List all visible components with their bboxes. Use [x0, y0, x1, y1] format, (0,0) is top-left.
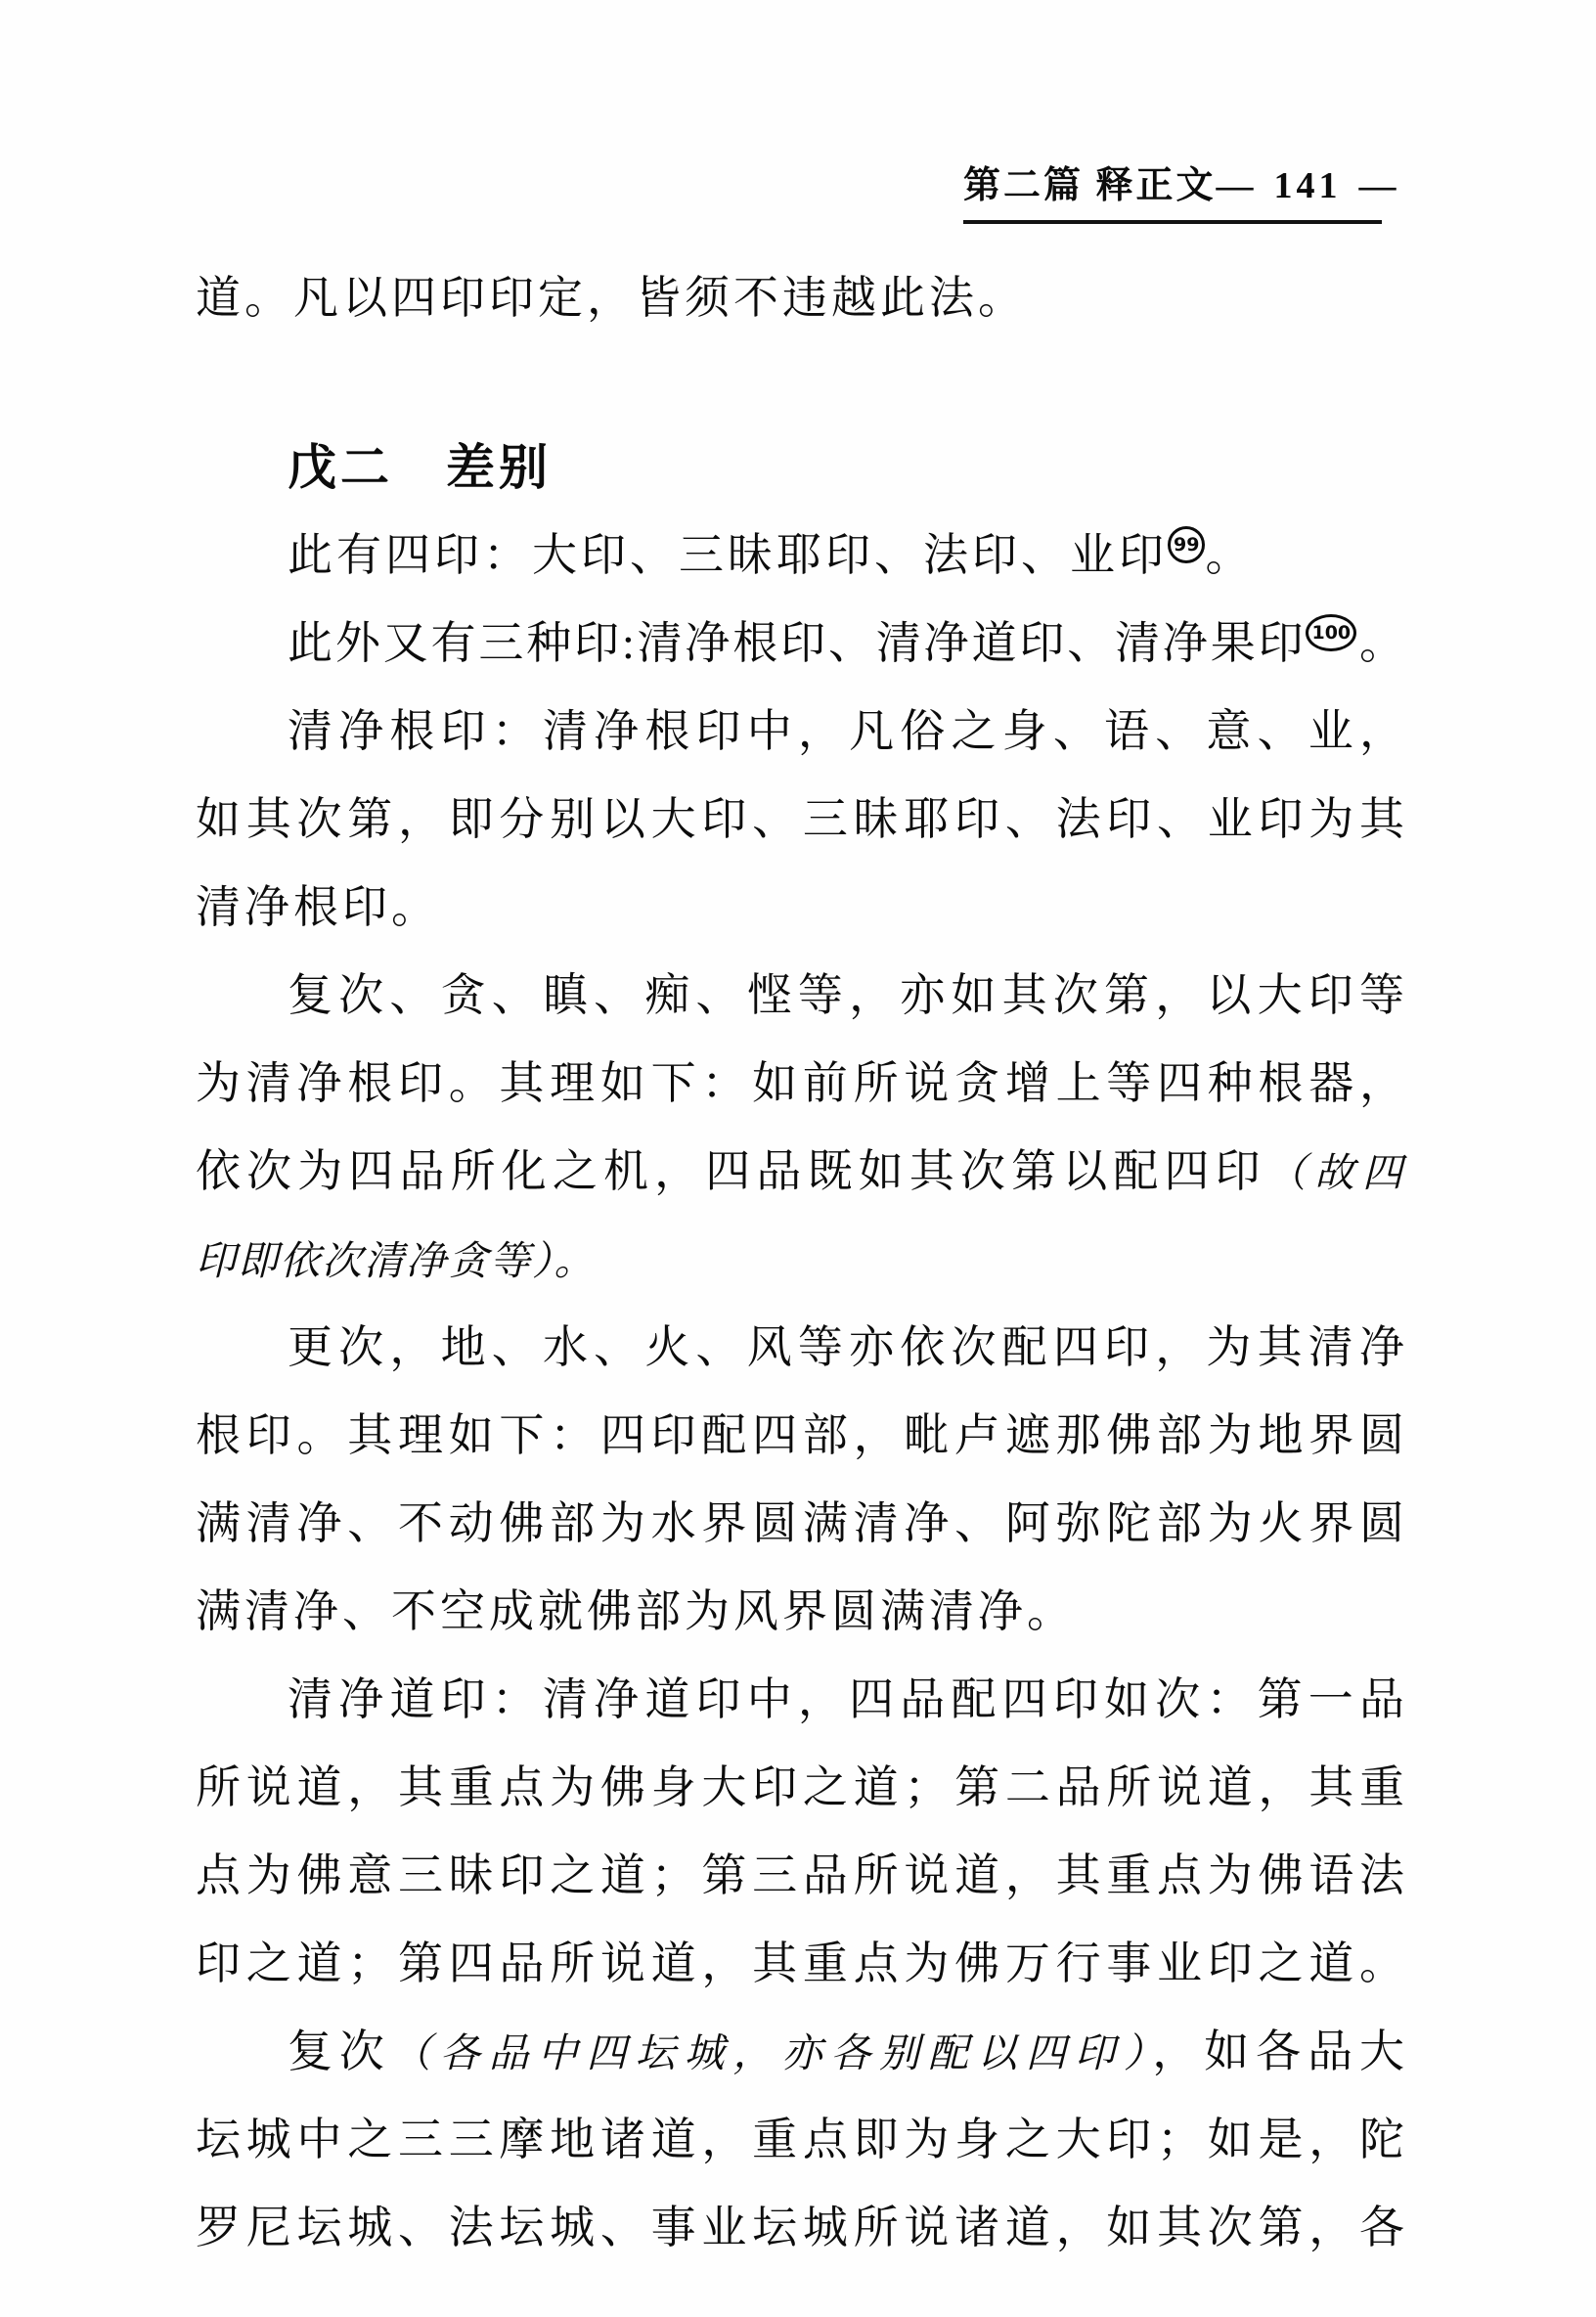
text-segment: 清净根印：清净根印中，凡俗之身、语、意、业，: [288, 706, 1404, 756]
text-line: [196, 952, 1404, 1040]
text-segment: 满清净、不动佛部为水界圆满清净、阿弥陀部为火界圆: [196, 1498, 1404, 1548]
text-segment: 如其次第，即分别以大印、三昧耶印、法印、业印为其: [196, 794, 1404, 844]
text-segment: 依次为四品所化之机，四品既如其次第以配四印: [196, 1146, 1266, 1196]
text-segment: 所说道，其重点为佛身大印之道；第二品所说道，其重: [196, 1762, 1404, 1812]
text-line: [196, 688, 1404, 776]
text-line: [196, 1040, 1404, 1128]
footnote-ref: 99: [1168, 526, 1205, 563]
text-segment: 复次、贪、瞋、痴、悭等，亦如其次第，以大印等: [288, 970, 1404, 1020]
text-segment: 。: [1205, 530, 1255, 580]
text-segment: 戊二 差别: [288, 440, 552, 495]
text-line: [196, 1392, 1404, 1480]
text-segment: 清净根印。: [196, 882, 440, 932]
annotation-segment: （故四: [1265, 1150, 1405, 1195]
header-dash-right: —: [1358, 165, 1399, 206]
text-line: [196, 1744, 1404, 1832]
header-dash-left: —: [1216, 165, 1257, 206]
text-line: [196, 1216, 1404, 1304]
section-heading: [196, 423, 1404, 512]
text-line: [196, 254, 1404, 342]
text-line: [196, 2096, 1404, 2184]
footnote-ref: 100: [1306, 614, 1356, 651]
text-segment: 更次，地、水、火、风等亦依次配四印，为其清净: [288, 1322, 1404, 1372]
text-line: [196, 1568, 1404, 1656]
text-line: [196, 2184, 1404, 2272]
text-line: [196, 600, 1404, 688]
page-header: [963, 155, 1399, 224]
text-segment: 。: [1356, 618, 1405, 668]
text-segment: ，如各品大: [1152, 2027, 1405, 2076]
text-line: [196, 1920, 1404, 2008]
header-section-title: 第二篇 释正文: [963, 165, 1217, 206]
text-line: [196, 864, 1404, 952]
text-segment: 坛城中之三三摩地诸道，重点即为身之大印；如是，陀: [196, 2115, 1404, 2164]
header-page-number: 141: [1273, 165, 1342, 206]
text-line: [196, 1304, 1404, 1392]
text-line: [196, 776, 1404, 864]
annotation-segment: （各品中四坛城，亦各别配以四印）: [390, 2030, 1153, 2075]
text-segment: 道。凡以四印印定，皆须不违越此法。: [196, 273, 1027, 323]
text-segment: 清净道印：清净道印中，四品配四印如次：第一品: [288, 1674, 1404, 1724]
vertical-gap: [196, 342, 1404, 423]
text-line: [196, 1128, 1404, 1216]
text-segment: 印之道；第四品所说道，其重点为佛万行事业印之道。: [196, 1938, 1404, 1988]
text-segment: 罗尼坛城、法坛城、事业坛城所说诸道，如其次第，各: [196, 2203, 1404, 2252]
text-segment: 此外又有三种印:清净根印、清净道印、清净果印: [288, 618, 1307, 668]
text-line: [196, 1656, 1404, 1744]
text-segment: 根印。其理如下：四印配四部，毗卢遮那佛部为地界圆: [196, 1410, 1404, 1460]
text-segment: 为清净根印。其理如下：如前所说贪增上等四种根器，: [196, 1058, 1404, 1108]
text-segment: 复次: [288, 2027, 391, 2076]
text-line: [196, 512, 1404, 600]
text-segment: 满清净、不空成就佛部为风界圆满清净。: [196, 1586, 1076, 1636]
text-line: [196, 1480, 1404, 1568]
annotation-segment: 印即依次清净贪等）。: [196, 1238, 597, 1283]
body-text: [196, 254, 1404, 2272]
text-segment: 点为佛意三昧印之道；第三品所说道，其重点为佛语法: [196, 1850, 1404, 1900]
header-page-number-group: [1217, 164, 1399, 207]
text-line: [196, 2008, 1404, 2096]
text-segment: 此有四印：大印、三昧耶印、法印、业印: [288, 530, 1168, 580]
text-line: [196, 1832, 1404, 1920]
